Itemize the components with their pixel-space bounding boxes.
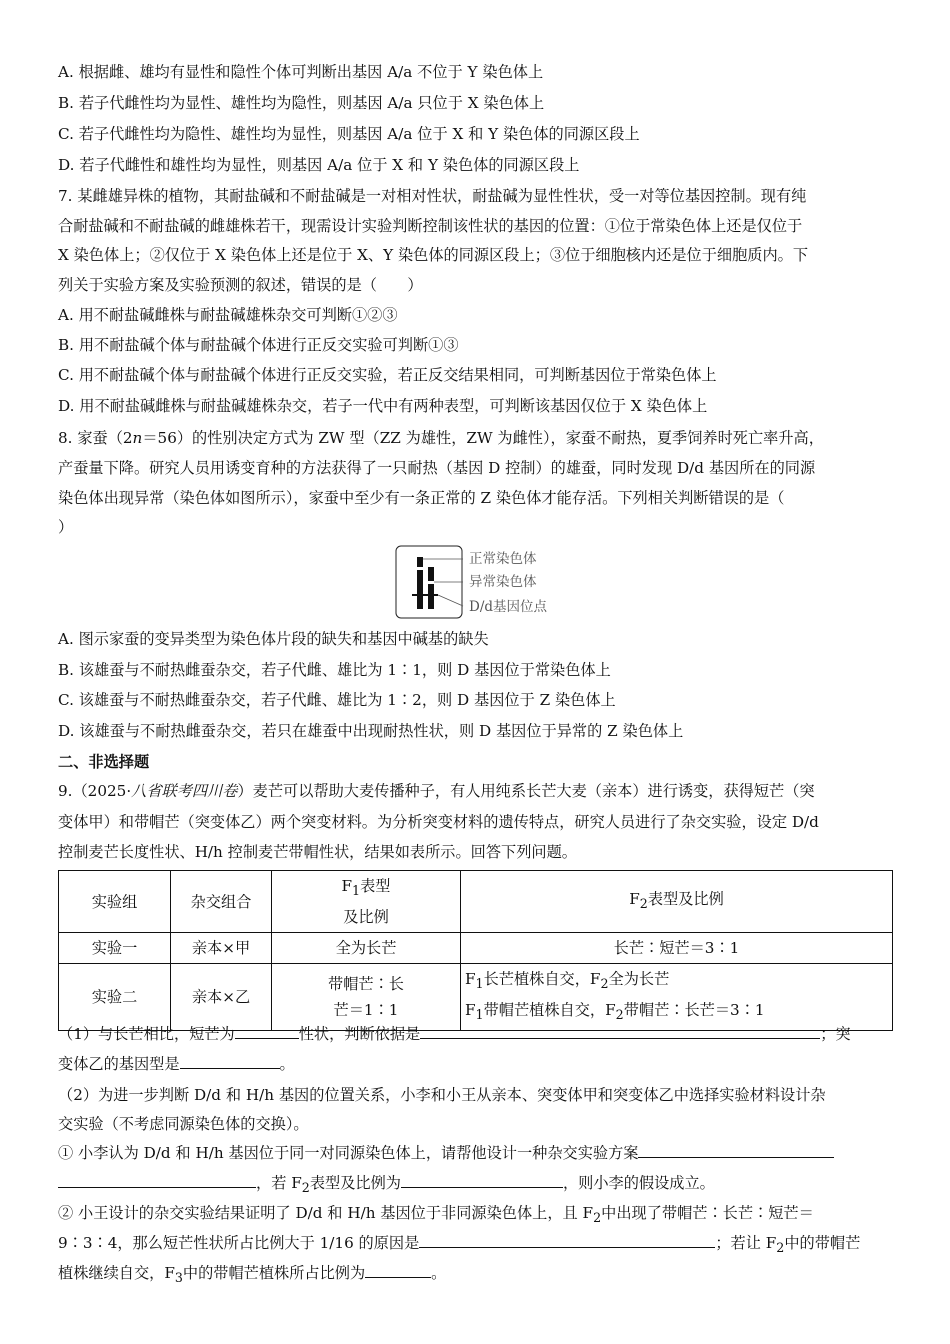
cell-f2-text: 带帽芒植株自交，F (483, 1001, 616, 1020)
q9-text: 变体乙的基因型是 (58, 1055, 180, 1073)
header-f1-text: 及比例 (343, 908, 389, 927)
q9-text: 9∶3∶4，那么短芒性状所占比例大于 1/16 的原因是 (58, 1234, 420, 1252)
q8-option-d: D. 该雄蚕与不耐热雌蚕杂交，若只在雄蚕中出现耐热性状，则 D 基因位于异常的 Z 染色体上 (58, 722, 684, 740)
cell-group: 实验一 (59, 933, 171, 964)
header-f1 (272, 871, 461, 933)
label-normal-chromosome: 正常染色体 (469, 551, 537, 567)
q9-sub: 2 (301, 1180, 310, 1196)
q8-stem-text: 8. 家蚕（2 (58, 429, 133, 447)
answer-blank[interactable] (638, 1142, 834, 1158)
cell-f2-sub: 2 (615, 1007, 624, 1023)
q9-part3-line (58, 1172, 715, 1199)
table-row (59, 933, 893, 964)
q8-stem-line: ） (58, 518, 74, 536)
cell-f1-text: 带帽芒∶长 (328, 975, 404, 994)
cell-cross: 亲本×乙 (171, 964, 272, 1031)
q9-part4-line (58, 1202, 814, 1229)
header-cross: 杂交组合 (171, 871, 272, 933)
cell-f1 (272, 964, 461, 1031)
cell-f2-sub: 1 (475, 1007, 484, 1023)
header-group: 实验组 (59, 871, 171, 933)
header-f2-text: 表型及比例 (647, 890, 724, 908)
q9-text: ，若 F (256, 1174, 302, 1192)
q7-stem-line: 合耐盐碱和不耐盐碱的雌雄株若干，现需设计实验判断控制该性状的基因的位置：①位于常染色体上还是仅位于 (58, 217, 803, 235)
cell-f2-text: F (465, 1001, 476, 1020)
q9-text: ；若让 F (715, 1234, 777, 1252)
answer-blank[interactable] (419, 1232, 715, 1248)
label-abnormal-chromosome: 异常染色体 (469, 574, 537, 590)
cell-f2-text: 带帽芒∶长芒＝3∶1 (623, 1001, 765, 1020)
answer-blank[interactable] (420, 1023, 820, 1039)
q7-option-a: A. 用不耐盐碱雌株与耐盐碱雄株杂交可判断①②③ (58, 306, 398, 324)
label-gene-locus: D/d基因位点 (469, 599, 548, 615)
q9-stem-text: 9.（2025· (58, 782, 132, 800)
q7-option-c: C. 用不耐盐碱个体与耐盐碱个体进行正反交实验，若正反交结果相同，可判断基因位于常染色体上 (58, 366, 717, 384)
q9-text: 植株继续自交，F (58, 1264, 175, 1282)
cell-f1-text: 芒＝1∶1 (333, 1001, 399, 1020)
q6-option-c: C. 若子代雌性均为隐性、雄性均为显性，则基因 A/a 位于 X 和 Y 染色体的同源区段上 (58, 125, 640, 143)
cell-f2-sub: 1 (475, 976, 484, 992)
q8-option-c: C. 该雄蚕与不耐热雌蚕杂交，若子代雌、雄比为 1∶2，则 D 基因位于 Z 染色体上 (58, 691, 616, 709)
answer-blank[interactable] (235, 1023, 299, 1039)
q9-part1-line (58, 1023, 851, 1045)
q9-sub: 2 (593, 1210, 602, 1226)
header-f2-sub: 2 (639, 896, 648, 912)
table-header-row (59, 871, 893, 933)
q8-stem-line: 产蚕量下降。研究人员用诱变育种的方法获得了一只耐热（基因 D 控制）的雄蚕，同时发现 D/d 基因所在的同源 (58, 459, 816, 477)
q6-option-a: A. 根据雌、雄均有显性和隐性个体可判断出基因 A/a 不位于 Y 染色体上 (58, 63, 544, 81)
header-f1-text: 表型 (360, 877, 391, 895)
q9-part4-line (58, 1262, 446, 1289)
q9-text: 中的带帽芒 (784, 1234, 861, 1252)
q9-sub: 2 (776, 1240, 785, 1256)
section-heading: 二、非选择题 (58, 753, 150, 771)
q9-text: ① 小李认为 D/d 和 H/h 基因位于同一对同源染色体上，请帮他设计一种杂交实验方案 (58, 1144, 639, 1162)
cell-f2: 长芒∶短芒＝3∶1 (461, 933, 893, 964)
q9-text: 中出现了带帽芒∶长芒∶短芒＝ (601, 1204, 814, 1222)
answer-blank[interactable] (180, 1053, 280, 1069)
q8-stem-line: 染色体出现异常（染色体如图所示），家蚕中至少有一条正常的 Z 染色体才能存活。下列相关判断错误的是（ (58, 489, 785, 507)
q9-text: ，则小李的假设成立。 (562, 1174, 715, 1192)
q6-option-d: D. 若子代雌性和雄性均为显性，则基因 A/a 位于 X 和 Y 染色体的同源区段上 (58, 156, 580, 174)
q9-text: 。 (431, 1264, 447, 1282)
q9-source: 八省联考四川卷 (131, 782, 238, 800)
table-row (59, 964, 893, 1031)
q9-part2-line: 交实验（不考虑同源染色体的交换）。 (58, 1115, 309, 1133)
answer-blank[interactable] (401, 1172, 563, 1188)
q8-stem-text: ＝56）的性别决定方式为 ZW 型（ZZ 为雄性，ZW 为雌性），家蚕不耐热，夏季饲养时死亡率升高， (142, 429, 824, 447)
cell-cross: 亲本×甲 (171, 933, 272, 964)
q9-text: ；突 (820, 1025, 851, 1043)
q9-stem-line: 变体甲）和带帽芒（突变体乙）两个突变材料。为分析突变材料的遗传特点，研究人员进行了杂交实验，设定 D/d (58, 813, 819, 831)
q9-part4-line (58, 1232, 860, 1259)
header-f2 (461, 871, 893, 933)
leader-line-locus (438, 595, 463, 606)
q9-part2-line: （2）为进一步判断 D/d 和 H/h 基因的位置关系，小李和小王从亲本、突变体甲和突变体乙中选择实验材料设计杂 (58, 1086, 826, 1104)
q7-stem-line: 7. 某雌雄异株的植物，其耐盐碱和不耐盐碱是一对相对性状，耐盐碱为显性性状，受一对等位基因控制。现有纯 (58, 187, 807, 205)
q9-text: 表型及比例为 (309, 1174, 401, 1192)
q8-option-b: B. 该雄蚕与不耐热雌蚕杂交，若子代雌、雄比为 1∶1，则 D 基因位于常染色体上 (58, 661, 611, 679)
header-f1-sub: 1 (352, 883, 361, 899)
header-f2-text: F (629, 890, 640, 908)
cell-f1: 全为长芒 (272, 933, 461, 964)
cell-f2-text: 长芒植株自交，F (483, 970, 601, 989)
q9-stem-line (58, 780, 815, 802)
q9-sub: 3 (174, 1270, 183, 1286)
cell-f2-text: 全为长芒 (608, 970, 670, 989)
q8-stem-italic-n: n (132, 429, 143, 447)
q8-stem-line (58, 427, 824, 449)
q9-stem-line: 控制麦芒长度性状、H/h 控制麦芒带帽性状，结果如表所示。回答下列问题。 (58, 843, 577, 861)
answer-blank[interactable] (58, 1172, 256, 1188)
q9-text: 中的带帽芒植株所占比例为 (182, 1264, 366, 1282)
cell-group: 实验二 (59, 964, 171, 1031)
cell-f2 (461, 964, 893, 1031)
q7-option-b: B. 用不耐盐碱个体与耐盐碱个体进行正反交实验可判断①③ (58, 336, 459, 354)
q6-option-b: B. 若子代雌性均为显性、雄性均为隐性，则基因 A/a 只位于 X 染色体上 (58, 94, 545, 112)
cell-f2-sub: 2 (600, 976, 609, 992)
q7-option-d: D. 用不耐盐碱雌株与耐盐碱雄株杂交，若子一代中有两种表型，可判断该基因仅位于 X 染色体上 (58, 397, 708, 415)
q9-part1-line (58, 1053, 295, 1075)
q8-option-a: A. 图示家蚕的变异类型为染色体片段的缺失和基因中碱基的缺失 (58, 630, 489, 648)
cell-f2-text: F (465, 970, 476, 989)
q9-text: （1）与长芒相比，短芒为 (58, 1025, 235, 1043)
header-f1-text: F (341, 877, 353, 895)
q9-text: ② 小王设计的杂交实验结果证明了 D/d 和 H/h 基因位于非同源染色体上，且 F (58, 1204, 594, 1222)
answer-blank[interactable] (365, 1262, 431, 1278)
q9-part3-line (58, 1142, 834, 1164)
q9-stem-text: ）麦芒可以帮助大麦传播种子，有人用纯系长芒大麦（亲本）进行诱变，获得短芒（突 (237, 782, 815, 800)
q7-stem-line: 列关于实验方案及实验预测的叙述，错误的是（ ） (58, 276, 423, 294)
figure-leader-lines (395, 545, 475, 621)
q9-text: 。 (279, 1055, 295, 1073)
experiment-table (58, 870, 893, 1031)
q7-stem-line: X 染色体上；②仅位于 X 染色体上还是位于 X、Y 染色体的同源区段上；③位于细胞核内还是位于细胞质内。下 (58, 246, 809, 264)
q9-text: 性状，判断依据是 (298, 1025, 421, 1043)
